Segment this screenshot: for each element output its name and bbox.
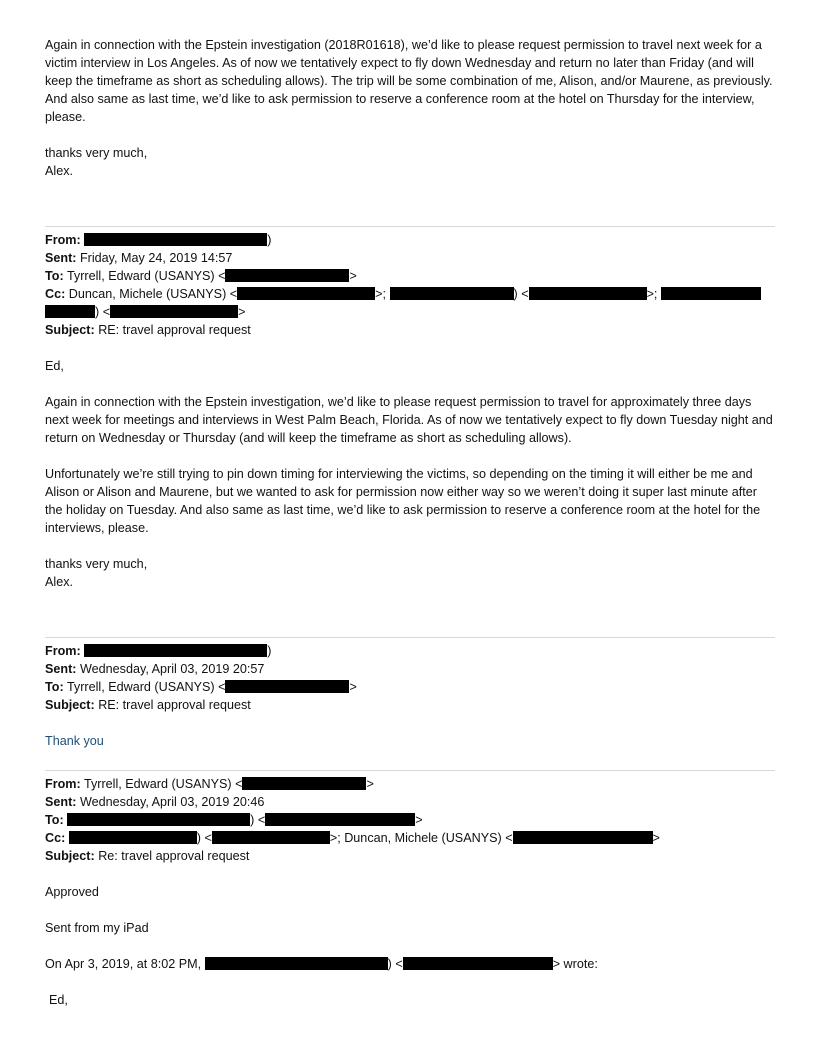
- redaction-box: [242, 777, 366, 790]
- redaction-box: [265, 813, 415, 826]
- closing-line: thanks very much,: [45, 146, 148, 160]
- redaction-box: [110, 305, 238, 318]
- closing-line: thanks very much,: [45, 557, 148, 571]
- header-divider: [45, 770, 775, 771]
- subject-line: Subject: RE: travel approval request: [45, 698, 251, 712]
- cc-line: Cc: ) < >; Duncan, Michele (USANYS) < >: [45, 831, 660, 845]
- cc-line-continued: ) < >: [45, 303, 775, 321]
- redaction-box: [237, 287, 375, 300]
- redaction-box: [84, 644, 267, 657]
- redaction-box: [529, 287, 647, 300]
- redaction-box: [403, 957, 553, 970]
- subject-line: Subject: RE: travel approval request: [45, 323, 251, 337]
- redaction-box: [212, 831, 330, 844]
- body-paragraph: Again in connection with the Epstein investigation (2018R01618), we’d like to please request permission to travel next week for a victim interview in Los Angeles. As of now we tentatively expect to fly down Wednesday and return no later than Friday (and will keep the timeframe as short as scheduling allows). The trip will be some combination of me, Alison, and/or Maurene, as previously. And also same as last time, we’d like to ask permission to reserve a conference room at the hotel on Thursday for the interview, please.: [45, 38, 773, 124]
- redaction-box: [661, 287, 761, 300]
- to-line: To: Tyrrell, Edward (USANYS) < >: [45, 680, 357, 694]
- reply-text: Thank you: [45, 734, 104, 748]
- redaction-box: [225, 269, 349, 282]
- from-line: From: Tyrrell, Edward (USANYS) < >: [45, 777, 374, 791]
- device-signature: Sent from my iPad: [45, 921, 149, 935]
- subject-line: Subject: Re: travel approval request: [45, 849, 250, 863]
- sent-line: Sent: Friday, May 24, 2019 14:57: [45, 251, 233, 265]
- redaction-box: [45, 305, 95, 318]
- redaction-box: [84, 233, 267, 246]
- body-paragraph: Unfortunately we’re still trying to pin down timing for interviewing the victims, so depending on the timing it will either be me and Alison or Alison and Maurene, but we wanted to ask for permission now either way so we weren’t doing it super last minute after the holiday on Tuesday. And also same as last time, we’d like to ask permission to reserve a conference room at the hotel for the interviews, please.: [45, 467, 761, 535]
- sent-line: Sent: Wednesday, April 03, 2019 20:46: [45, 795, 265, 809]
- redaction-box: [69, 831, 197, 844]
- redaction-box: [390, 287, 514, 300]
- redaction-box: [513, 831, 653, 844]
- to-line: To: Tyrrell, Edward (USANYS) < >: [45, 269, 357, 283]
- quote-attribution: On Apr 3, 2019, at 8:02 PM, ) < > wrote:: [45, 957, 598, 971]
- header-divider: [45, 226, 775, 227]
- body-paragraph: Again in connection with the Epstein investigation, we’d like to please request permission to travel for approximately three days next week for meetings and interviews in West Palm Beach, Florida. As of now we tentatively expect to fly down Tuesday night and return on Wednesday or Thursday (and will keep the timeframe as short as scheduling allows).: [45, 395, 773, 445]
- quoted-greeting: Ed,: [49, 993, 68, 1007]
- redaction-box: [205, 957, 388, 970]
- greeting: Ed,: [45, 359, 64, 373]
- cc-line: Cc: Duncan, Michele (USANYS) < >; ) < >;: [45, 285, 775, 303]
- approval-text: Approved: [45, 885, 99, 899]
- redaction-box: [67, 813, 250, 826]
- signature-name: Alex.: [45, 164, 73, 178]
- header-divider: [45, 637, 775, 638]
- sent-line: Sent: Wednesday, April 03, 2019 20:57: [45, 662, 265, 676]
- redaction-box: [225, 680, 349, 693]
- email-document: [45, 36, 775, 1009]
- signature-name: Alex.: [45, 575, 73, 589]
- to-line: To: ) < >: [45, 813, 423, 827]
- from-line: From: ): [45, 644, 272, 658]
- from-line: From: ): [45, 233, 272, 247]
